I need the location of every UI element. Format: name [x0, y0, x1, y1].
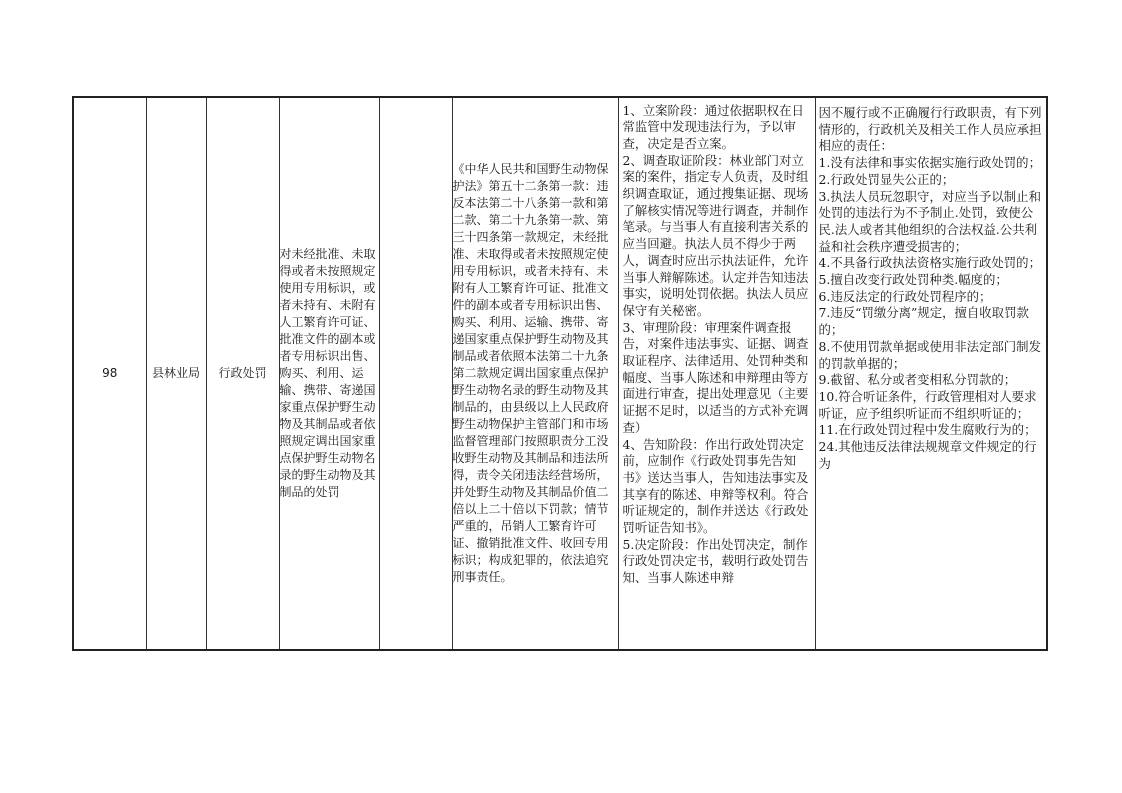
responsibility-item: 5.擅自改变行政处罚种类.幅度的；: [818, 272, 1008, 288]
responsibility-cell: [815, 97, 1047, 650]
procedure-step: 5.决定阶段：作出处罚决定，制作行政处罚决定书，载明行政处罚告知、当事人陈述申辩: [622, 536, 809, 586]
responsibility-item: 9.截留、私分或者变相私分罚款的；: [818, 372, 1017, 388]
procedure-step: 1、立案阶段：通过依据职权在日常监管中发现违法行为，予以审查，决定是否立案。: [622, 102, 804, 151]
legal-basis-cell: 《中华人民共和国野生动物保护法》第五十二条第一款：违反本法第二十八条第一款和第二款、第二十九条第一款、第三十四条第一款规定，未经批准、未取得或者未按照规定使用专用标识，或者未持有、未附有人工繁育许可证、批准文件的副本或者专用标识出售、购买、利用、运输、携带、寄递国家重点保护野生动物及其制品或者依照本法第二十九条第二款规定调出国家重点保护野生动物名录的野生动物及其制品的，由县级以上人民政府野生动物保护主管部门和市场监督管理部门按照职责分工没收野生动物及其制品和违法所得，责令关闭违法经营场所，并处野生动物及其制品价值二倍以上二十倍以下罚款；情节严重的，吊销人工繁育许可证、撤销批准文件、收回专用标识；构成犯罪的，依法追究刑事责任。: [452, 97, 618, 650]
responsibility-item: 24.其他违反法律法规规章文件规定的行为: [818, 439, 1037, 471]
responsibility-item: 3.执法人员玩忽职守，对应当予以制止和处罚的违法行为不予制止.处罚，致使公民.法人或者其他组织的合法权益.公共利益和社会秩序遭受损害的；: [818, 188, 1041, 254]
responsibility-item: 4.不具备行政执法资格实施行政处罚的；: [818, 255, 1041, 271]
row-number: 98: [73, 97, 146, 650]
item-name-cell: 对未经批准、未取得或者未按照规定使用专用标识，或者未持有、未附有人工繁育许可证、批准文件的副本或者专用标识出售、购买、利用、运输、携带、寄递国家重点保护野生动物及其制品或者依照规定调出国家重点保护野生动物名录的野生动物及其制品的处罚: [279, 97, 379, 650]
procedure-cell: [618, 97, 815, 650]
procedure-step: 2、调查取证阶段：林业部门对立案的案件，指定专人负责，及时组织调查取证，通过搜集证据、现场了解核实情况等进行调查，并制作笔录。与当事人有直接利害关系的应当回避。执法人员不得少于两人，调查时应出示执法证件，允许当事人辩解陈述。认定并告知违法事实，说明处罚依据。执法人员应保守有关秘密。: [622, 152, 809, 318]
responsibility-item: 11.在行政处罚过程中发生腐败行为的；: [818, 422, 1037, 438]
responsibility-item: 2.行政处罚显失公正的；: [818, 171, 955, 187]
power-type-cell: 行政处罚: [206, 97, 279, 650]
responsibility-item: 1.没有法律和事实依据实施行政处罚的；: [818, 155, 1041, 171]
responsibility-item: 6.违反法定的行政处罚程序的；: [818, 288, 992, 304]
procedure-step: 3、审理阶段：审理案件调查报告，对案件违法事实、证据、调查取证程序、法律适用、处罚种类和幅度、当事人陈述和申辩理由等方面进行审查，提出处理意见（主要证据不足时，以适当的方式补充调查）: [622, 319, 809, 435]
table-row: [73, 97, 1047, 650]
procedure-step: 4、告知阶段：作出行政处罚决定前，应制作《行政处罚事先告知书》送达当事人，告知违法事实及其享有的陈述、申辩等权利。符合听证规定的，制作并送达《行政处罚听证告知书》。: [622, 436, 809, 536]
power-list-table: [72, 96, 1048, 651]
responsibility-item: 8.不使用罚款单据或使用非法定部门制发的罚款单据的；: [818, 338, 1041, 371]
responsibility-item: 10.符合听证条件，行政管理相对人要求听证，应予组织听证而不组织听证的；: [818, 388, 1037, 421]
department-cell: 县林业局: [146, 97, 206, 650]
blank-cell: [379, 97, 452, 650]
responsibility-item: 7.违反“罚缴分离”规定，擅自收取罚款的；: [818, 305, 1029, 338]
responsibility-intro: 因不履行或不正确履行行政职责，有下列情形的，行政机关及相关工作人员应承担相应的责任：: [818, 105, 1042, 154]
